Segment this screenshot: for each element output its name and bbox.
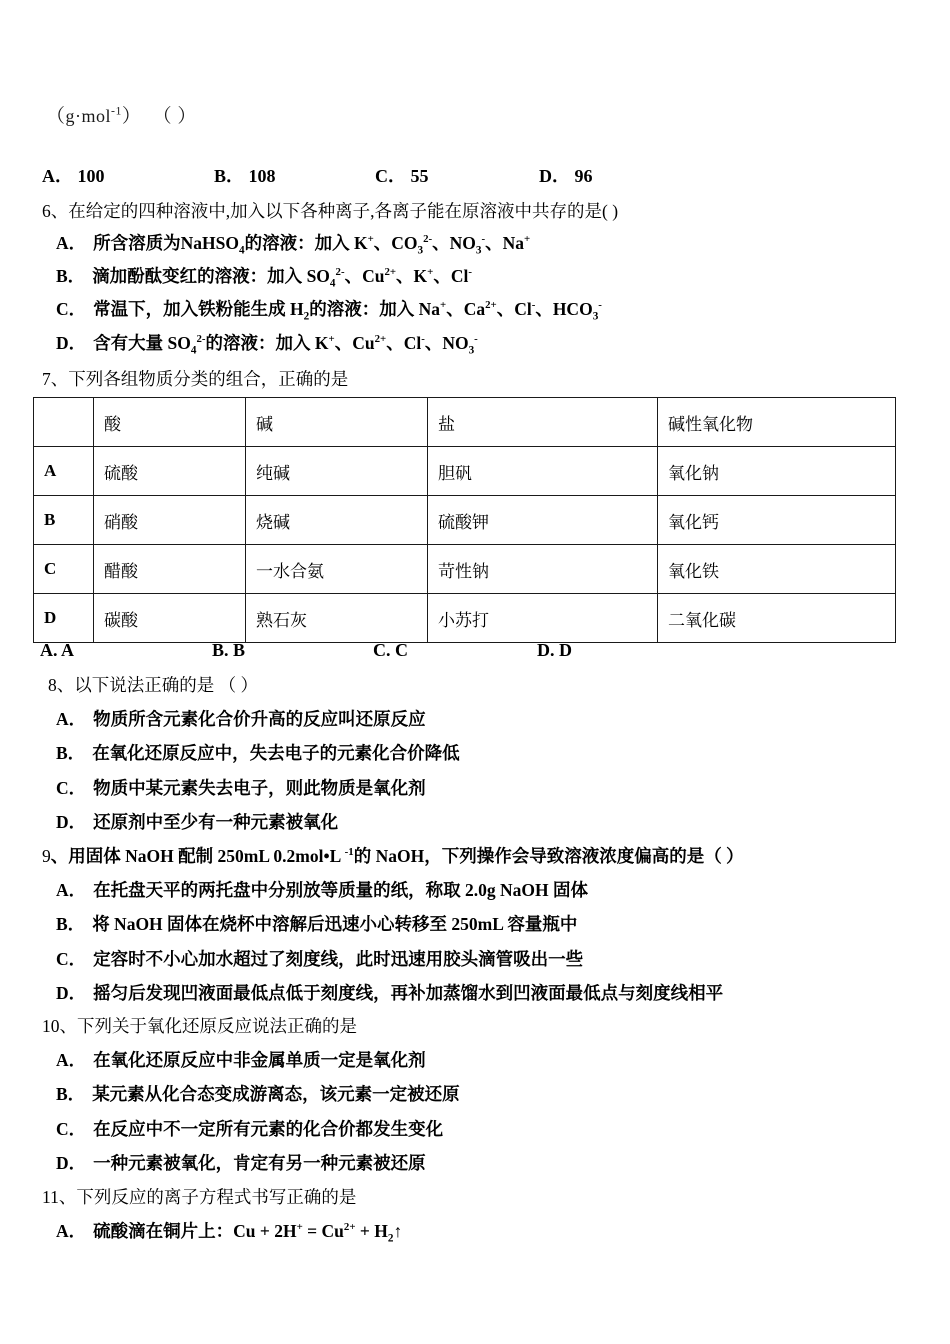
q9-number: 9 (42, 846, 51, 866)
q6-option-d-formula: SO (167, 333, 191, 353)
q5-option-b-value: 108 (248, 166, 276, 186)
q10-option-d[interactable] (56, 1150, 426, 1175)
q11-number: 11 (42, 1187, 59, 1207)
table-cell-d-base: 熟石灰 (246, 594, 428, 643)
q7-stem-text: 、下列各组物质分类的组合，正确的是 (50, 369, 349, 389)
q5-option-d-value: 96 (574, 166, 593, 186)
q6-option-c-ion-1: Na+ (418, 299, 447, 319)
q8-option-b[interactable] (56, 740, 460, 765)
q6-option-d-ion-2: $Cu^{2+}$ (352, 333, 387, 353)
q5-option-b-label: B． (214, 166, 245, 186)
q7-option-c[interactable] (373, 640, 408, 661)
q6-option-d-formula-sub: 4 (190, 344, 197, 357)
unit-mol: mol (81, 106, 112, 126)
table-cell-b-oxide: 氧化钙 (658, 496, 896, 545)
q11-option-a-mid: = Cu (302, 1221, 344, 1241)
table-row (34, 447, 896, 496)
table-header-row (34, 398, 896, 447)
q10-option-d-label: D． (56, 1153, 87, 1173)
table-cell-d-acid: 碳酸 (94, 594, 246, 643)
q6-option-b[interactable]: B． 滴加酚酞变红的溶液：加入 $SO_4^{2-}$、$Cu^{2+}$、K+、Cl- (56, 266, 472, 290)
unit-exponent: -1 (111, 104, 122, 118)
q9-option-d[interactable] (56, 980, 723, 1005)
q9-option-c-label: C． (56, 949, 87, 969)
q6-option-a-formula-sub: 4 (239, 244, 245, 257)
classification-table (33, 397, 896, 643)
q8-option-b-label: B． (56, 743, 86, 763)
q8-option-a-text: 物质所含元素化合价升高的反应叫还原反应 (93, 709, 426, 729)
table-cell-d-salt: 小苏打 (428, 594, 658, 643)
q7-stem (42, 366, 348, 391)
q5-option-c-label: C． (375, 166, 406, 186)
q8-option-d-text: 还原剂中至少有一种元素被氧化 (93, 812, 339, 832)
q10-option-b-text: 某元素从化合态变成游离态，该元素一定被还原 (92, 1084, 460, 1104)
q7-option-a[interactable] (40, 640, 74, 661)
q11-option-a-gas-arrow: ↑ (393, 1221, 403, 1241)
table-row-label-d: D (34, 594, 94, 643)
q7-number: 7 (42, 369, 51, 389)
table-row-label-c: C (34, 545, 94, 594)
q10-option-a-label: A． (56, 1050, 87, 1070)
unit-middot: · (75, 106, 82, 126)
q7-option-b[interactable] (212, 640, 245, 661)
q8-option-a[interactable] (56, 706, 426, 731)
table-row-label-b: B (34, 496, 94, 545)
q8-option-c-label: C． (56, 778, 87, 798)
q6-option-a-ion-2: $CO_3^{2-}$ (391, 233, 433, 257)
q6-option-a-label: A． (56, 233, 87, 253)
q6-option-b-label: B． (56, 266, 86, 286)
q7-option-d-value: D (559, 640, 572, 660)
q10-option-c-label: C． (56, 1119, 87, 1139)
table-row (34, 594, 896, 643)
q11-stem (42, 1184, 356, 1209)
q6-option-c-ion-4: $HCO_3^-$ (552, 299, 602, 323)
q8-option-b-text: 在氧化还原反应中，失去电子的元素化合价降低 (92, 743, 460, 763)
table-cell-c-oxide: 氧化铁 (658, 545, 896, 594)
q11-option-a-sup2: 2+ (343, 1221, 356, 1234)
q6-option-a-mid: 的溶液：加入 (244, 233, 354, 253)
q6-option-d-mid: 的溶液：加入 (205, 333, 315, 353)
paren-open: （ (46, 106, 66, 127)
q9-option-b-label: B． (56, 914, 86, 934)
q11-option-a[interactable] (56, 1218, 402, 1243)
q6-option-c-prefix: 常温下，加入铁粉能生成 (93, 299, 291, 319)
q6-option-b-ion-4: Cl- (450, 266, 472, 286)
q9-option-b-text: 将 NaOH 固体在烧杯中溶解后迅速小心转移至 250mL 容量瓶中 (92, 914, 578, 934)
table-cell-a-base: 纯碱 (246, 447, 428, 496)
q10-option-c-text: 在反应中不一定所有元素的化合价都发生变化 (93, 1119, 444, 1139)
q11-stem-text: 、下列反应的离子方程式书写正确的是 (58, 1187, 357, 1207)
q9-stem-part1: 、用固体 NaOH 配制 250mL 0.2mol•L (50, 846, 345, 866)
q8-option-c-text: 物质中某元素失去电子，则此物质是氧化剂 (93, 778, 426, 798)
q7-option-c-label: C. (373, 640, 391, 660)
table-header-acid: 酸 (94, 398, 246, 447)
q6-option-d-ion-1: K+ (314, 333, 335, 353)
table-cell-a-oxide: 氧化钠 (658, 447, 896, 496)
q6-option-a-formula: NaHSO (180, 233, 239, 253)
table-row (34, 496, 896, 545)
q5-option-a-label: A． (42, 166, 73, 186)
q6-option-d[interactable]: D． 含有大量 $SO_4^{2-}$的溶液：加入 K+、$Cu^{2+}$、Cl-、$NO_3^-$ (56, 333, 478, 357)
q5-option-d[interactable] (539, 162, 593, 188)
q5-option-a[interactable] (42, 162, 105, 188)
q5-option-c-value: 55 (410, 166, 429, 186)
q7-option-d[interactable] (537, 640, 572, 661)
q6-option-d-prefix: 含有大量 (93, 333, 168, 353)
q6-stem (42, 198, 618, 223)
q8-number: 8 (48, 675, 57, 695)
table-cell-c-salt: 苛性钠 (428, 545, 658, 594)
table-cell-a-salt: 胆矾 (428, 447, 658, 496)
q9-stem-part2: 的 NaOH，下列操作会导致溶液浓度偏高的是（ ） (353, 846, 744, 866)
q6-option-c-formula-sub: 2 (303, 310, 310, 323)
q9-stem-exponent: -1 (344, 846, 354, 859)
q11-option-a-sup1: + (296, 1221, 303, 1234)
q6-option-c-ion-3: Cl- (514, 299, 536, 319)
q9-option-b[interactable] (56, 911, 577, 936)
q9-option-a-label: A． (56, 880, 87, 900)
q5-option-b[interactable] (214, 162, 276, 188)
table-cell-a-acid: 硫酸 (94, 447, 246, 496)
q6-option-c-mid: 的溶液：加入 (309, 299, 419, 319)
q9-option-c[interactable] (56, 946, 583, 971)
unit-g: g (65, 106, 76, 126)
table-cell-d-oxide: 二氧化碳 (658, 594, 896, 643)
q6-option-c-formula: H (290, 299, 304, 319)
q6-option-d-ion-4: $NO_3^-$ (442, 333, 478, 357)
table-header-basic-oxide: 碱性氧化物 (658, 398, 896, 447)
q5-option-c[interactable] (375, 162, 429, 188)
table-cell-c-base: 一水合氨 (246, 545, 428, 594)
q9-option-d-label: D． (56, 983, 87, 1003)
q7-option-d-label: D. (537, 640, 555, 660)
q6-option-a-ion-1: K+ (353, 233, 374, 253)
q10-option-a-text: 在氧化还原反应中非金属单质一定是氧化剂 (93, 1050, 426, 1070)
q6-option-b-ion-2: $Cu^{2+}$ (362, 266, 397, 286)
q10-option-c[interactable] (56, 1116, 443, 1141)
q11-option-a-tail: + H (355, 1221, 388, 1241)
q8-stem (48, 672, 258, 697)
q6-option-c[interactable]: C． 常温下，加入铁粉能生成 $H_2$的溶液：加入 Na+、$Ca^{2+}$、Cl-、$HCO_3^-$ (56, 299, 602, 323)
q6-option-c-label: C． (56, 299, 87, 319)
table-cell-b-acid: 硝酸 (94, 496, 246, 545)
answer-blank-paren: （ ） (152, 106, 197, 127)
q7-option-a-label: A. (40, 640, 58, 660)
q6-option-a[interactable]: A． 所含溶质为NaHSO$_4$的溶液：加入 K+、$CO_3^{2-}$、$NO_3^-$、Na+ (56, 233, 531, 257)
table-row-label-a: A (34, 447, 94, 496)
q10-stem (42, 1013, 357, 1038)
q7-option-c-value: C (395, 640, 408, 660)
molar-mass-unit-fragment (46, 101, 197, 128)
q6-option-a-ion-4: Na+ (502, 233, 531, 253)
q6-stem-text: 、在给定的四种溶液中,加入以下各种离子,各离子能在原溶液中共存的是( ) (50, 201, 619, 221)
table-cell-b-base: 烧碱 (246, 496, 428, 545)
q10-option-a[interactable] (56, 1047, 426, 1072)
q10-option-b-label: B． (56, 1084, 86, 1104)
table-header-base: 碱 (246, 398, 428, 447)
q6-number: 6 (42, 201, 51, 221)
q8-option-d-label: D． (56, 812, 87, 832)
q10-stem-text: 、下列关于氧化还原反应说法正确的是 (59, 1016, 357, 1036)
q5-option-a-value: 100 (77, 166, 105, 186)
q9-option-c-text: 定容时不小心加水超过了刻度线，此时迅速用胶头滴管吸出一些 (93, 949, 584, 969)
table-cell-b-salt: 硫酸钾 (428, 496, 658, 545)
q10-option-d-text: 一种元素被氧化，肯定有另一种元素被还原 (93, 1153, 426, 1173)
q11-option-a-sub1: 2 (387, 1232, 394, 1245)
q7-option-a-value: A (61, 640, 75, 660)
q11-option-a-prefix: 硫酸滴在铜片上：Cu + 2H (93, 1221, 297, 1241)
q6-option-d-ion-3: Cl- (403, 333, 425, 353)
table-row (34, 545, 896, 594)
table-cell-c-acid: 醋酸 (94, 545, 246, 594)
q6-option-b-ion-1: $SO_4^{2-}$ (306, 266, 345, 290)
q9-stem (42, 843, 744, 868)
q6-option-c-ion-2: $Ca^{2+}$ (463, 299, 497, 319)
table-header-corner (34, 398, 94, 447)
q11-option-a-label: A． (56, 1221, 87, 1241)
q5-option-d-label: D． (539, 166, 570, 186)
q7-option-b-value: B (233, 640, 246, 660)
q8-option-d[interactable] (56, 809, 338, 834)
q6-option-d-formula-sup: 2- (196, 333, 206, 346)
q6-option-a-prefix: 所含溶质为 (93, 233, 181, 253)
q8-option-c[interactable] (56, 775, 426, 800)
q8-option-a-label: A． (56, 709, 87, 729)
q7-option-b-label: B. (212, 640, 229, 660)
q9-option-d-text: 摇匀后发现凹液面最低点低于刻度线，再补加蒸馏水到凹液面最低点与刻度线相平 (93, 983, 724, 1003)
table-header-salt: 盐 (428, 398, 658, 447)
q9-option-a-text: 在托盘天平的两托盘中分别放等质量的纸，称取 2.0g NaOH 固体 (93, 880, 589, 900)
q6-option-b-prefix: 滴加酚酞变红的溶液：加入 (92, 266, 307, 286)
q6-option-d-label: D． (56, 333, 87, 353)
q6-option-b-ion-3: K+ (413, 266, 434, 286)
q10-option-b[interactable] (56, 1081, 460, 1106)
q9-option-a[interactable] (56, 877, 588, 902)
q10-number: 10 (42, 1016, 60, 1036)
q8-stem-text: 、以下说法正确的是 （ ） (56, 675, 258, 695)
q6-option-a-ion-3: $NO_3^-$ (449, 233, 486, 257)
paren-close: ） (121, 106, 142, 127)
